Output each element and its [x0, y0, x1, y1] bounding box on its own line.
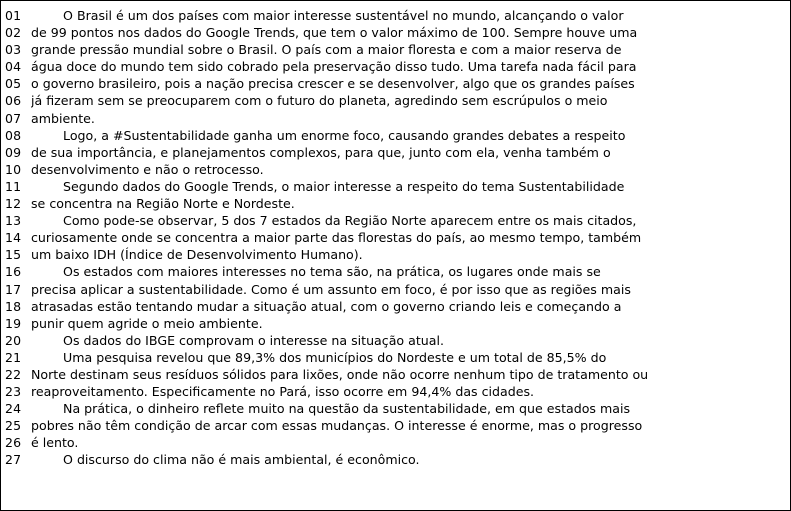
line-number: 22: [5, 366, 22, 382]
line-number: 05: [5, 76, 22, 92]
text-line: grande pressão mundial sobre o Brasil. O país com a maior floresta e com a maior reserva de: [31, 42, 622, 58]
text-line: se concentra na Região Norte e Nordeste.: [31, 196, 295, 212]
line-number: 07: [5, 110, 22, 126]
text-line: Os estados com maiores interesses no tema são, na prática, os lugares onde mais se: [31, 264, 601, 280]
text-line: já fizeram sem se preocuparem com o futuro do planeta, agredindo sem escrúpulos o meio: [31, 93, 608, 109]
text-line: pobres não têm condição de arcar com essas mudanças. O interesse é enorme, mas o progresso: [31, 418, 643, 434]
line-number: 08: [5, 127, 22, 143]
text-column: [31, 7, 790, 469]
document-body: [1, 1, 790, 469]
line-number: 09: [5, 144, 22, 160]
line-number: 11: [5, 178, 22, 194]
line-number: 18: [5, 298, 22, 314]
line-number: 01: [5, 8, 22, 23]
text-line: Segundo dados do Google Trends, o maior interesse a respeito do tema Sustentabilidade: [31, 178, 625, 194]
text-line: ambiente.: [31, 110, 95, 126]
text-line: curiosamente onde se concentra a maior parte das florestas do país, ao mesmo tempo, também: [31, 230, 642, 246]
line-number: 06: [5, 93, 22, 109]
text-line: Como pode-se observar, 5 dos 7 estados da Região Norte aparecem entre os mais citados,: [31, 213, 637, 229]
line-number: 15: [5, 247, 22, 263]
text-line: Os dados do IBGE comprovam o interesse na situação atual.: [31, 332, 444, 348]
line-number: 20: [5, 332, 22, 348]
text-line: O Brasil é um dos países com maior interesse sustentável no mundo, alcançando o valor: [31, 8, 624, 23]
text-line: O discurso do clima não é mais ambiental, é econômico.: [31, 452, 420, 468]
text-line: o governo brasileiro, pois a nação precisa crescer e se desenvolver, algo que os grandes países: [31, 76, 635, 92]
text-line: de sua importância, e planejamentos complexos, para que, junto com ela, venha também o: [31, 144, 611, 160]
text-line: Norte destinam seus resíduos sólidos para lixões, onde não ocorre nenhum tipo de tratamento ou: [31, 366, 649, 382]
line-number: 26: [5, 435, 22, 451]
text-line: é lento.: [31, 435, 79, 451]
line-number: 10: [5, 161, 22, 177]
line-number: 24: [5, 401, 22, 417]
text-line: um baixo IDH (Índice de Desenvolvimento Humano).: [31, 247, 363, 263]
line-number: 02: [5, 25, 22, 41]
line-number: 03: [5, 42, 22, 58]
line-number: 27: [5, 452, 22, 468]
line-number: 12: [5, 196, 22, 212]
line-number: 23: [5, 384, 22, 400]
text-line: reaproveitamento. Especificamente no Pará, isso ocorre em 94,4% das cidades.: [31, 384, 535, 400]
text-line: Uma pesquisa revelou que 89,3% dos municípios do Nordeste e um total de 85,5% do: [31, 349, 607, 365]
text-line: atrasadas estão tentando mudar a situação atual, com o governo criando leis e começando a: [31, 298, 622, 314]
text-line: precisa aplicar a sustentabilidade. Como é um assunto em foco, é por isso que as regiões mais: [31, 281, 631, 297]
text-line: punir quem agride o meio ambiente.: [31, 315, 263, 331]
text-line: de 99 pontos nos dados do Google Trends, que tem o valor máximo de 100. Sempre houve uma: [31, 25, 638, 41]
line-number: 19: [5, 315, 22, 331]
text-line: Logo, a #Sustentabilidade ganha um enorme foco, causando grandes debates a respeito: [31, 127, 626, 143]
text-line: desenvolvimento e não o retrocesso.: [31, 161, 264, 177]
line-number-gutter: [1, 7, 31, 469]
line-number: 04: [5, 59, 22, 75]
line-number: 16: [5, 264, 22, 280]
line-number: 13: [5, 213, 22, 229]
line-number: 17: [5, 281, 22, 297]
line-number: 21: [5, 349, 22, 365]
line-number: 14: [5, 230, 22, 246]
line-number: 25: [5, 418, 22, 434]
text-line: Na prática, o dinheiro reflete muito na questão da sustentabilidade, em que estados mais: [31, 401, 631, 417]
text-line: água doce do mundo tem sido cobrado pela preservação disso tudo. Uma tarefa nada fácil para: [31, 59, 637, 75]
